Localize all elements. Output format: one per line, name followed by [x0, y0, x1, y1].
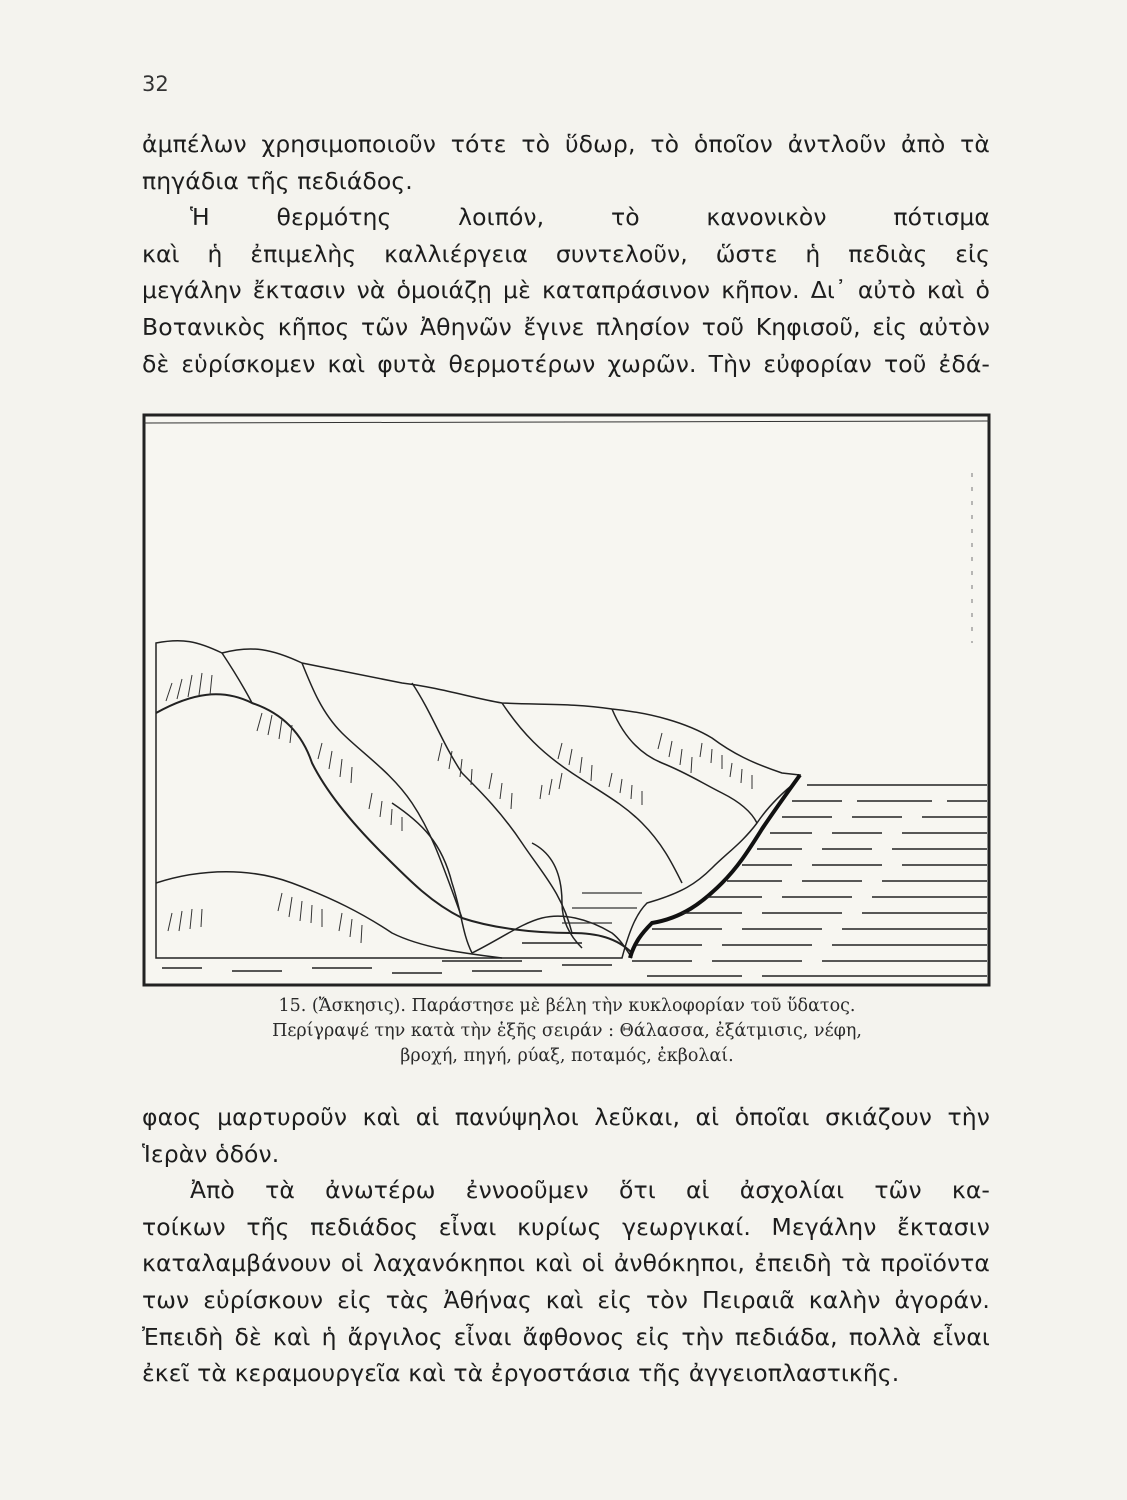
text-line: ἀμπέλων χρησιμοποιοῦν τότε τὸ ὕδωρ, τὸ ὁποῖον ἀντλοῦν ἀπὸ τὰ [142, 130, 990, 158]
bottom-paragraph [142, 1099, 990, 1392]
caption-line: Περίγραψέ την κατὰ τὴν ἑξῆς σειράν : Θάλασσα, ἐξάτμισις, νέφη, [272, 1021, 862, 1041]
text-line: καταλαμβάνουν οἱ λαχανόκηποι καὶ οἱ ἀνθόκηποι, ἐπειδὴ τὰ προϊόντα [142, 1249, 990, 1278]
landscape-illustration [142, 413, 991, 987]
text-line: τοίκων τῆς πεδιάδος εἶναι κυρίως γεωργικαί. Μεγάλην ἔκτασιν [142, 1212, 990, 1241]
text-line: φαος μαρτυροῦν καὶ αἱ πανύψηλοι λεῦκαι, αἱ ὁποῖαι σκιάζουν τὴν [142, 1103, 990, 1131]
text-line: των εὑρίσκουν εἰς τὰς Ἀθήνας καὶ εἰς τὸν Πειραιᾶ καλὴν ἀγοράν. [142, 1285, 990, 1314]
text-line: δὲ εὑρίσκομεν καὶ φυτὰ θερμοτέρων χωρῶν. Τὴν εὐφορίαν τοῦ ἐδά- [142, 349, 990, 378]
caption-line: 15. (Ἄσκησις). Παράστησε μὲ βέλη τὴν κυκλοφορίαν τοῦ ὕδατος. [278, 996, 856, 1016]
text-line: Ἱερὰν ὁδόν. [142, 1139, 280, 1168]
text-line: Ἀπὸ τὰ ἀνωτέρω ἐννοοῦμεν ὅτι αἱ ἀσχολίαι τῶν κα- [190, 1176, 990, 1205]
text-line: πηγάδια τῆς πεδιάδος. [142, 166, 413, 195]
text-line: μεγάλην ἔκτασιν νὰ ὁμοιάζῃ μὲ καταπράσινον κῆπον. Δι᾽ αὐτὸ καὶ ὁ [142, 276, 990, 305]
caption-line: βροχή, πηγή, ρύαξ, ποταμός, ἐκβολαί. [400, 1046, 734, 1066]
top-paragraph [142, 126, 990, 382]
text-line: καὶ ἡ ἐπιμελὴς καλλιέργεια συντελοῦν, ὥστε ἡ πεδιὰς εἰς [142, 239, 990, 268]
figure-caption [142, 994, 992, 1069]
landscape-drawing [142, 413, 991, 987]
text-line: Ἐπειδὴ δὲ καὶ ἡ ἄργιλος εἶναι ἄφθονος εἰς τὴν πεδιάδα, πολλὰ εἶναι [142, 1322, 990, 1351]
text-line: ἐκεῖ τὰ κεραμουργεῖα καὶ τὰ ἐργοστάσια τῆς ἀγγειοπλαστικῆς. [142, 1359, 900, 1388]
text-line: Ἡ θερμότης λοιπόν, τὸ κανονικὸν πότισμα [190, 203, 990, 232]
page-number: 32 [142, 72, 169, 96]
text-line: Βοτανικὸς κῆπος τῶν Ἀθηνῶν ἔγινε πλησίον τοῦ Κηφισοῦ, εἰς αὐτὸν [142, 312, 990, 341]
